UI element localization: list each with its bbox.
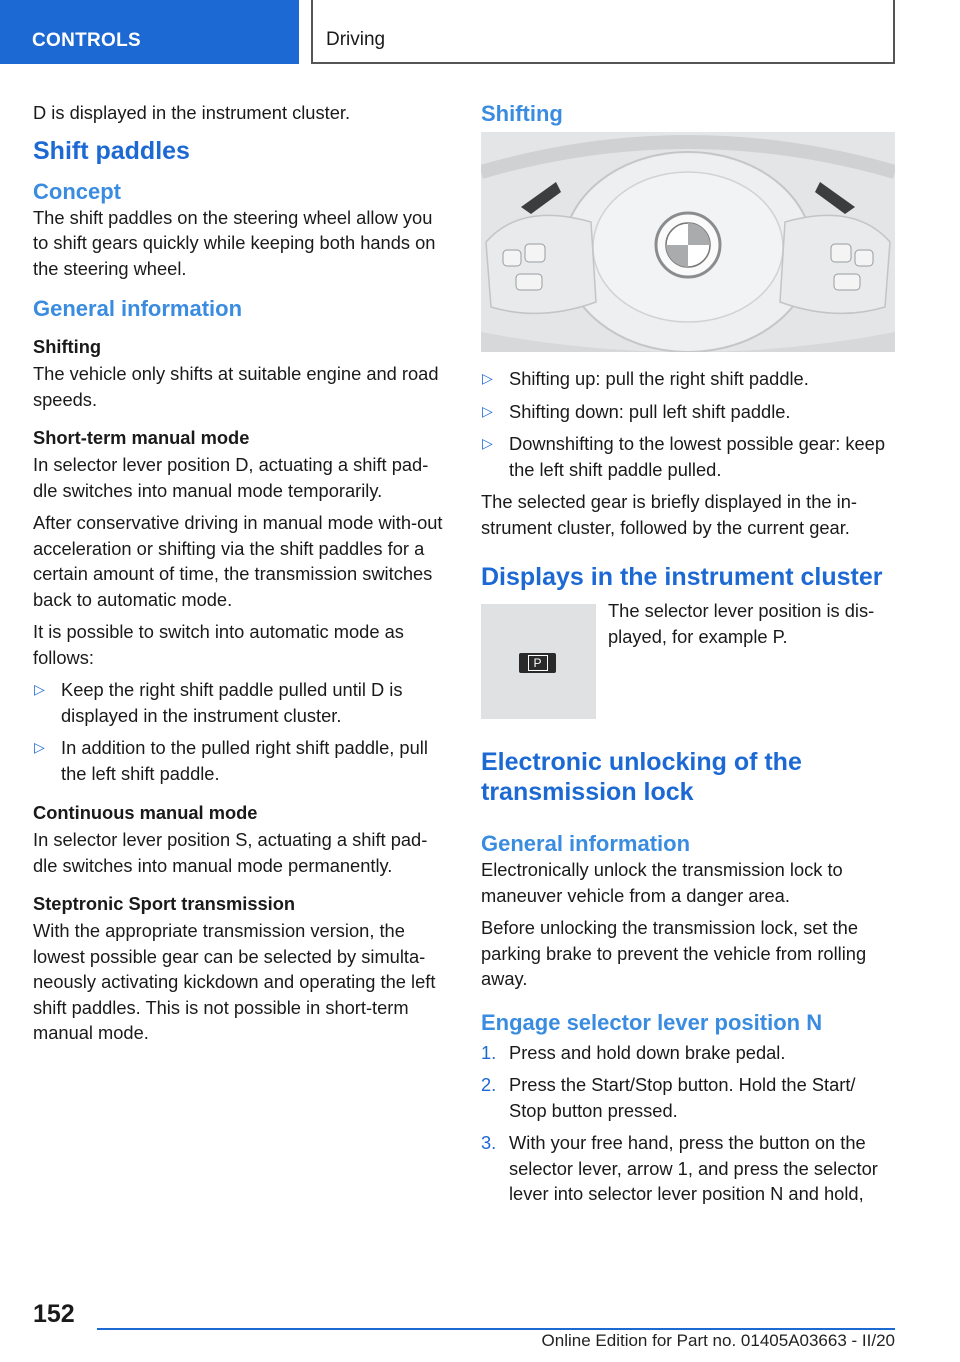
page-number: 152 xyxy=(33,1300,75,1328)
intro-text: D is displayed in the instrument cluster. xyxy=(33,102,351,123)
shifting-text: The vehicle only shifts at suitable engine and road speeds. xyxy=(33,363,439,410)
list-item: ▷ Shifting down: pull left shift paddle. xyxy=(481,399,893,425)
short-term-p1: In selector lever position D, actuating a shift pad-dle switches into manual mode temporarily. xyxy=(33,454,429,501)
triangle-right-icon: ▷ xyxy=(34,681,45,697)
chapter-title: Driving xyxy=(311,0,895,64)
short-term-p3: It is possible to switch into automatic mode as follows: xyxy=(33,621,404,668)
gear-p-indicator: P xyxy=(519,653,556,673)
heading-general-info: General information xyxy=(33,296,243,321)
section-tab: CONTROLS xyxy=(0,0,299,64)
heading-displays: Displays in the instrument cluster xyxy=(481,563,883,591)
continuous-text: In selector lever position S, actuating a shift pad-dle switches into manual mode permanently. xyxy=(33,829,428,876)
display-example xyxy=(481,598,893,719)
heading-continuous: Continuous manual mode xyxy=(33,802,258,823)
heading-short-term: Short-term manual mode xyxy=(33,427,250,448)
general-p2: Before unlocking the transmission lock, set the parking brake to prevent the vehicle from rolling away. xyxy=(481,917,867,989)
right-column xyxy=(481,100,893,1214)
display-text: The selector lever position is dis-played, for example P. xyxy=(608,600,875,647)
list-item: ▷ Downshifting to the lowest possible gear: keep the left shift paddle pulled. xyxy=(482,433,885,480)
gear-text: The selected gear is briefly displayed in the in-strument cluster, followed by the current gear. xyxy=(481,491,857,538)
steptronic-text: With the appropriate transmission version, the lowest possible gear can be selected by simulta-neously activating kickdown and operating the left shift paddles. This is not possible in short-term manual mode. xyxy=(33,920,436,1043)
heading-concept: Concept xyxy=(33,178,121,204)
triangle-right-icon: ▷ xyxy=(482,435,493,451)
list-item: 1. Press and hold down brake pedal. xyxy=(481,1041,786,1063)
triangle-right-icon: ▷ xyxy=(482,370,493,386)
triangle-right-icon: ▷ xyxy=(482,402,493,419)
list-item: ▷ Shifting up: pull the right shift paddle. xyxy=(481,366,893,392)
heading-shifting-right: Shifting xyxy=(481,101,563,126)
heading-engage-n: Engage selector lever position N xyxy=(481,1009,823,1035)
heading-steptronic: Steptronic Sport transmission xyxy=(33,893,296,914)
heading-general-info-right: General information xyxy=(481,831,691,856)
auto-mode-list xyxy=(33,677,445,786)
list-item: 3. With your free hand, press the button on the selector lever, arrow 1, and press the selector lever into selector lever position N and hold, xyxy=(481,1132,878,1204)
cluster-display-image xyxy=(481,604,596,719)
edition-text: Online Edition for Part no. 01405A03663 - II/20 xyxy=(541,1331,895,1350)
short-term-p2: After conservative driving in manual mode with-out acceleration or shifting via the shift paddles for a certain amount of time, the transmission switches back to automatic mode. xyxy=(33,512,443,610)
list-item: 2. Press the Start/Stop button. Hold the Start/ Stop button pressed. xyxy=(481,1074,856,1121)
heading-shifting: Shifting xyxy=(33,336,102,357)
engage-steps xyxy=(481,1040,893,1207)
footer-divider xyxy=(97,1328,895,1330)
heading-unlocking: Electronic unlocking of the transmission lock xyxy=(481,748,802,806)
list-item: ▷ In addition to the pulled right shift paddle, pull the left shift paddle. xyxy=(34,737,428,784)
general-p1: Electronically unlock the transmission lock to maneuver vehicle from a danger area. xyxy=(481,859,843,906)
shifting-list xyxy=(481,366,893,482)
left-column xyxy=(33,100,445,1053)
triangle-right-icon: ▷ xyxy=(34,739,45,755)
concept-text: The shift paddles on the steering wheel allow you to shift gears quickly while keeping both hands on the steering wheel. xyxy=(33,206,436,279)
list-item: ▷ Keep the right shift paddle pulled until D is displayed in the instrument cluster. xyxy=(34,679,403,726)
steering-wheel-image xyxy=(481,132,895,352)
heading-shift-paddles: Shift paddles xyxy=(33,136,190,165)
